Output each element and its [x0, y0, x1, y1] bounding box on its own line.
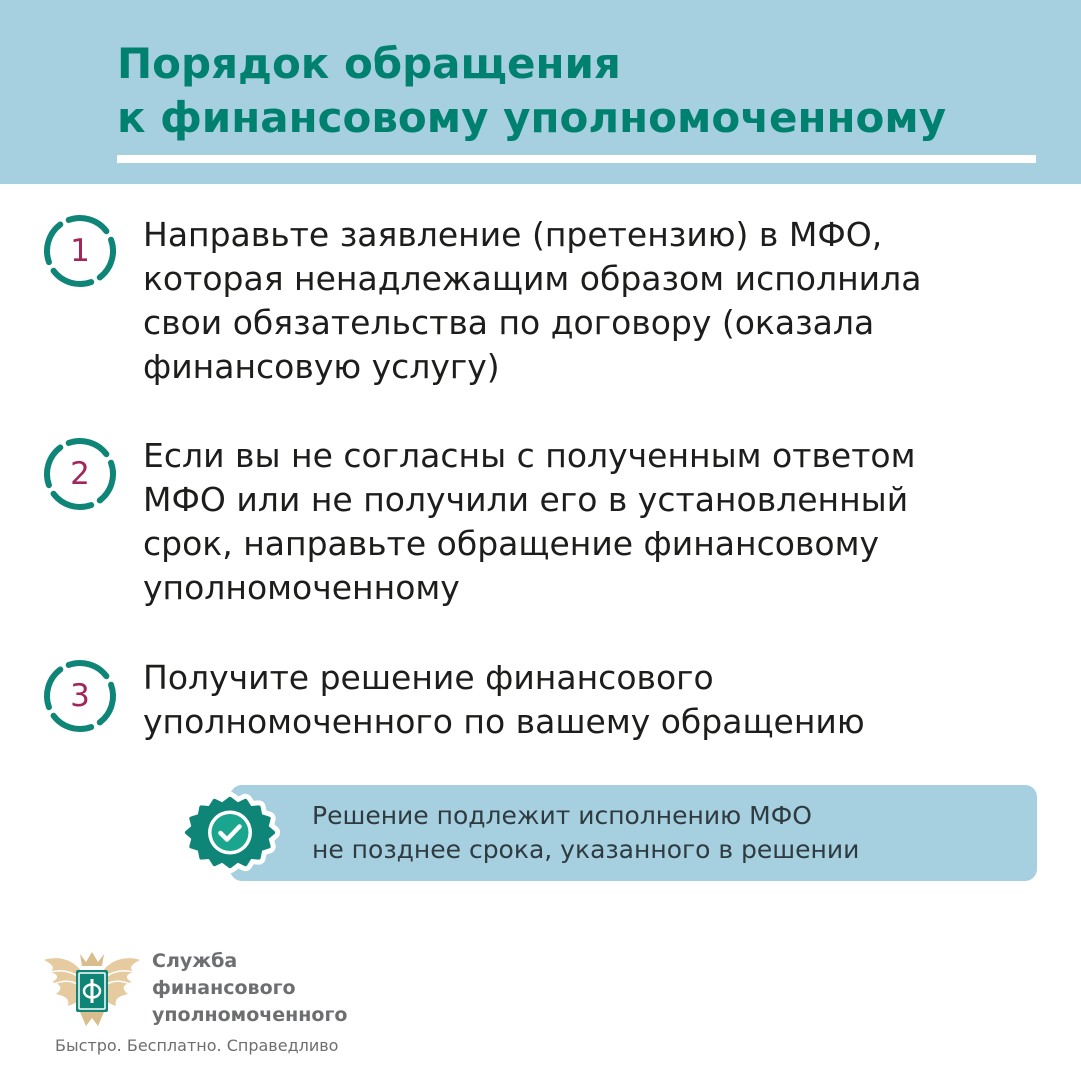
step-1-line-1: Направьте заявление (претензию) в МФО,	[143, 215, 883, 254]
step-3-icon	[40, 656, 120, 736]
title-underline	[117, 155, 1036, 163]
page-title-line-1: Порядок обращения	[117, 39, 621, 88]
decision-note	[230, 785, 1037, 881]
step-3-line-1: Получите решение финансового	[143, 658, 714, 697]
step-1-line-2: которая ненадлежащим образом исполнила	[143, 259, 922, 298]
step-3-line-2: уполномоченного по вашему обращению	[143, 702, 865, 741]
step-2-number: 2	[70, 456, 90, 492]
logo-name-line-3: уполномоченного	[152, 1004, 348, 1026]
header-banner	[0, 0, 1081, 184]
logo-name-line-2: финансового	[152, 977, 296, 999]
step-1-line-4: финансовую услугу)	[143, 347, 500, 386]
slogan: Быстро. Бесплатно. Справедливо	[55, 1036, 339, 1055]
step-2-text	[143, 434, 1043, 610]
logo-name	[152, 948, 347, 1029]
logo-name-line-1: Служба	[152, 950, 238, 972]
eagle-emblem-logo	[42, 948, 142, 1028]
check-badge-icon	[180, 780, 280, 885]
step-1-number: 1	[70, 233, 90, 269]
step-1-icon	[40, 211, 120, 291]
note-line-2: не позднее срока, указанного в решении	[312, 835, 860, 864]
step-2-line-3: срок, направьте обращение финансовому	[143, 524, 879, 563]
step-2-line-4: уполномоченному	[143, 568, 460, 607]
step-2-line-1: Если вы не согласны с полученным ответом	[143, 436, 916, 475]
step-1-text	[143, 213, 1043, 389]
step-1-line-3: свои обязательства по договору (оказала	[143, 303, 875, 342]
step-2-icon	[40, 434, 120, 514]
note-text	[312, 799, 859, 867]
step-3-text	[143, 656, 1043, 744]
note-line-1: Решение подлежит исполнению МФО	[312, 801, 812, 830]
page-title-line-2: к финансовому уполномоченному	[117, 93, 947, 142]
step-2-line-2: МФО или не получили его в установленный	[143, 480, 909, 519]
step-3-number: 3	[70, 678, 90, 714]
